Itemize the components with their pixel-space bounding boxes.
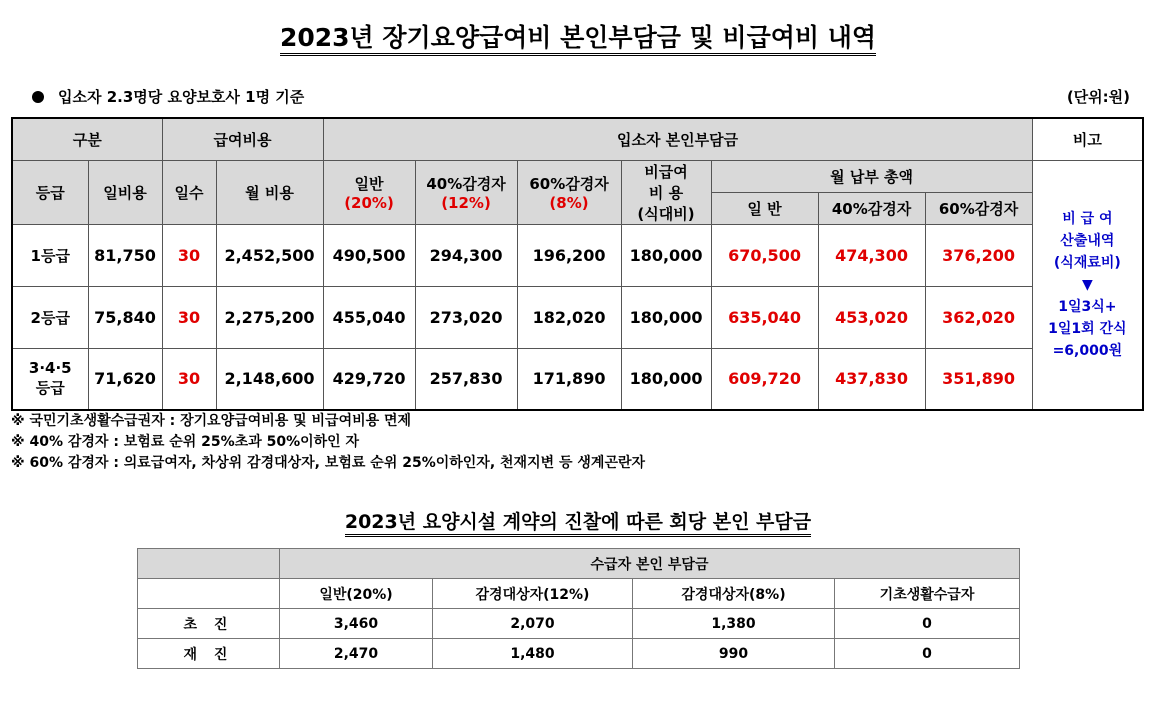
header-benefit-cost: 급여비용: [162, 118, 323, 160]
footnote: ※ 60% 감경자 : 의료급여자, 차상위 감경대상자, 보험료 순위 25%이하인자, 천재지변 등 생계곤란자: [11, 455, 646, 471]
header-total-40: 40%감경자: [818, 192, 925, 224]
group-header: 수급자 본인 부담금: [280, 549, 1020, 579]
header-daily-cost: 일비용: [88, 160, 162, 224]
column-header: 감경대상자(8%): [633, 579, 835, 609]
header-monthly-total: 월 납부 총액: [711, 160, 1032, 192]
table-row: 2등급 75,840 30 2,275,200 455,040 273,020 182,020 180,000 635,040 453,020 362,020: [12, 286, 1143, 348]
row-label: 초 진: [138, 609, 280, 639]
basis-note: 입소자 2.3명당 요양보호사 1명 기준: [32, 86, 304, 107]
section-title: 2023년 요양시설 계약의 진찰에 따른 회당 본인 부담금: [0, 507, 1156, 534]
header-general: 일반 (20%): [323, 160, 415, 224]
remarks-note: 비 급 여 산출내역 (식재료비) ▼ 1일3식+ 1일1회 간식 =6,000원: [1032, 160, 1143, 410]
header-days: 일수: [162, 160, 216, 224]
header-self-payment: 입소자 본인부담금: [323, 118, 1032, 160]
header-grade: 등급: [12, 160, 88, 224]
table-row: 초 진 3,460 2,070 1,380 0: [138, 609, 1020, 639]
footnotes: [11, 411, 645, 474]
column-header: 일반(20%): [280, 579, 433, 609]
header-nonbenefit: 비급여 비 용 (식대비): [621, 160, 711, 224]
header-remarks: 비고: [1032, 118, 1143, 160]
column-header: 기초생활수급자: [835, 579, 1020, 609]
visit-fee-table: [137, 548, 1020, 669]
down-arrow-icon: ▼: [1081, 276, 1093, 293]
footnote: ※ 국민기초생활수급권자 : 장기요양급여비용 및 비급여비용 면제: [11, 413, 412, 429]
page-title: 2023년 장기요양급여비 본인부담금 및 비급여비 내역: [0, 18, 1156, 54]
cost-table: [11, 117, 1144, 411]
header-total-general: 일 반: [711, 192, 818, 224]
column-header: 감경대상자(12%): [433, 579, 633, 609]
footnote: ※ 40% 감경자 : 보험료 순위 25%초과 50%이하인 자: [11, 434, 360, 450]
header-reduced40: 40%감경자 (12%): [415, 160, 517, 224]
header-monthly-cost: 월 비용: [216, 160, 323, 224]
unit-label: (단위:원): [1066, 88, 1130, 106]
header-reduced60: 60%감경자 (8%): [517, 160, 621, 224]
bullet-icon: [32, 91, 44, 103]
header-category: 구분: [12, 118, 162, 160]
table-row: 재 진 2,470 1,480 990 0: [138, 639, 1020, 669]
table-row: 3·4·5 등급 71,620 30 2,148,600 429,720 257,830 171,890 180,000 609,720 437,830 351,890: [12, 348, 1143, 410]
header-total-60: 60%감경자: [925, 192, 1032, 224]
row-label: 재 진: [138, 639, 280, 669]
table-row: 1등급 81,750 30 2,452,500 490,500 294,300 196,200 180,000 670,500 474,300 376,200: [12, 224, 1143, 286]
